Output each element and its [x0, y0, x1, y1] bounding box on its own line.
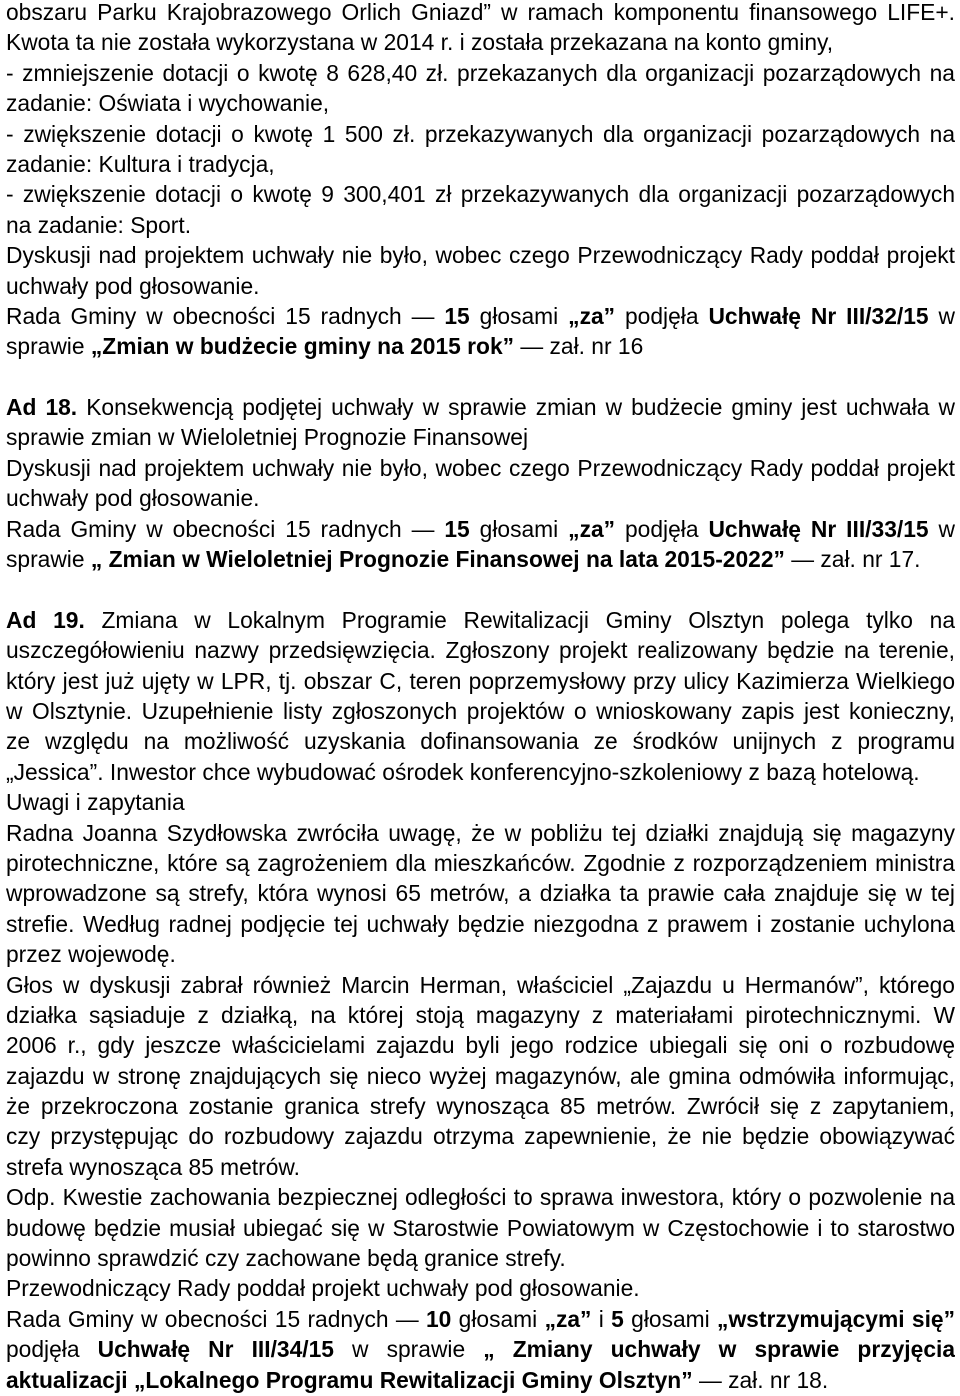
text-segment: 2006 r., gdy jeszcze właścicielami zajazdu byli jego rodzice ubiegali się oni o rozbudowę: [6, 1032, 955, 1059]
text-segment: Odp. Kwestie zachowania bezpiecznej odległości to sprawa inwestora, który o pozwolenie na: [6, 1184, 955, 1211]
text-segment: zadanie: Kultura i tradycja,: [6, 150, 275, 177]
vote-count: 10: [426, 1305, 452, 1332]
text-segment: Rada Gminy w obecności 15 radnych —: [6, 1305, 426, 1332]
text-segment: głosami: [623, 1305, 718, 1332]
vote-count: 15: [444, 515, 470, 542]
text-segment: Konsekwencją podjętej uchwały w sprawie zmian w budżecie gminy jest uchwała w: [77, 394, 955, 421]
text-segment: podjęła: [6, 1336, 98, 1363]
resolution-title-line: [6, 1365, 955, 1395]
text-segment: na zadanie: Sport.: [6, 211, 192, 238]
text-segment: Kwota ta nie została wykorzystana w 2014 r. i została przekazana na konto gminy,: [6, 29, 834, 56]
text-segment: w: [928, 302, 955, 329]
text-segment: Przewodniczący Rady poddał projekt uchwały pod głosowanie.: [6, 1275, 640, 1302]
text-segment: pirotechniczne, które są zagrożeniem dla mieszkańców. Zgodnie z rozporządzeniem ministra: [6, 849, 955, 876]
text-segment: uchwały pod głosowanie.: [6, 485, 260, 512]
text-line: [6, 757, 955, 787]
resolution-vote-line: [6, 301, 955, 331]
resolution-title: „ Zmian w Wieloletniej Prognozie Finansowej na lata 2015-2022”: [90, 546, 785, 573]
text-line: [6, 149, 955, 179]
text-line: [6, 696, 955, 726]
resolution-number: Uchwałę Nr III/32/15: [708, 302, 929, 329]
text-segment: działka sąsiaduje z działką, na której stoją magazyny z materiałami pirotechnicznymi. W: [6, 1001, 955, 1028]
attachment-reference: — zał. nr 16: [514, 333, 644, 360]
text-line: [6, 240, 955, 270]
text-line: [6, 1030, 955, 1060]
text-segment: powinno sprawdzić czy zachowane będą granice strefy.: [6, 1245, 566, 1272]
text-segment: i: [591, 1305, 612, 1332]
text-segment: Głos w dyskusji zabrał również Marcin Herman, właściciel „Zajazdu u Hermanów”, którego: [6, 971, 955, 998]
agenda-item-line: [6, 605, 955, 635]
text-segment: strefie. Według radnej podjęcie tej uchwały będzie niezgodna z prawem i zostanie uchylona: [6, 910, 955, 937]
text-line: [6, 1061, 955, 1091]
text-line: [6, 119, 955, 149]
resolution-vote-line: [6, 514, 955, 544]
text-segment: że przekroczona zostanie granica strefy wynosząca 85 metrów. Zwrócił się z zapytaniem,: [6, 1093, 955, 1120]
agenda-item-line: [6, 392, 955, 422]
text-segment: Zmiana w Lokalnym Programie Rewitalizacji Gminy Olsztyn polega tylko na: [84, 606, 955, 633]
agenda-item-number: Ad 18.: [6, 394, 78, 421]
text-segment: sprawie zmian w Wieloletniej Prognozie Finansowej: [6, 424, 529, 451]
text-segment: zadanie: Oświata i wychowanie,: [6, 90, 330, 117]
text-segment: głosami: [451, 1305, 545, 1332]
text-segment: „Jessica”. Inwestor chce wybudować ośrodek konferencyjno-szkoleniowy z bazą hotelową.: [6, 758, 920, 785]
text-segment: uszczegółowieniu nazwy przedsięwzięcia. Zgłoszony projekt realizowany będzie na terenie,: [6, 637, 955, 664]
text-segment: przez wojewodę.: [6, 941, 176, 968]
text-line: [6, 1091, 955, 1121]
attachment-reference: — zał. nr 18.: [692, 1366, 829, 1393]
blank-line: [6, 362, 955, 392]
resolution-number: Uchwałę Nr III/33/15: [708, 515, 929, 542]
blank-line: [6, 574, 955, 604]
text-segment: w: [928, 515, 955, 542]
resolution-title: „Zmian w budżecie gminy na 2015 rok”: [90, 333, 515, 360]
text-segment: głosami: [469, 515, 569, 542]
text-line: [6, 939, 955, 969]
vote-count: 5: [611, 1305, 624, 1332]
attachment-reference: — zał. nr 17.: [784, 546, 921, 573]
text-segment: w Olsztynie. Uzupełnienie listy zgłoszonych projektów o wnioskowany zapis jest konieczny,: [6, 697, 955, 724]
vote-type: „wstrzymującymi się”: [717, 1305, 955, 1332]
text-line: [6, 970, 955, 1000]
vote-type: „za”: [568, 515, 616, 542]
text-segment: Rada Gminy w obecności 15 radnych —: [6, 515, 445, 542]
text-line: [6, 1273, 955, 1303]
text-line: [6, 666, 955, 696]
text-segment: sprawie: [6, 333, 91, 360]
text-segment: wprowadzone są strefy, która wynosi 65 metrów, a działka ta prawie cała znajduje się w tej: [6, 880, 955, 907]
vote-type: „za”: [544, 1305, 592, 1332]
text-segment: - zwiększenie dotacji o kwotę 9 300,401 zł przekazywanych dla organizacji pozarządowych: [6, 181, 955, 208]
text-segment: zajazdu w stronę znajdujących się nieco wyżej magazynów, ale gmina odmówiła informując,: [6, 1062, 955, 1089]
text-segment: czy przystępując do rozbudowy zajazdu otrzyma zapewnienie, że nie będzie obowiązywać: [6, 1123, 955, 1150]
text-line: [6, 271, 955, 301]
text-line: [6, 1182, 955, 1212]
resolution-title-line: [6, 331, 955, 361]
text-segment: - zwiększenie dotacji o kwotę 1 500 zł. przekazywanych dla organizacji pozarządowych na: [6, 120, 955, 147]
text-segment: Radna Joanna Szydłowska zwróciła uwagę, że w pobliżu tej działki znajdują się magazyny: [6, 819, 955, 846]
agenda-item-number: Ad 19.: [6, 606, 85, 633]
text-line: [6, 726, 955, 756]
resolution-number: Uchwałę Nr III/34/15: [97, 1336, 334, 1363]
text-line: [6, 422, 955, 452]
text-line: [6, 818, 955, 848]
text-line: [6, 0, 955, 27]
text-segment: ze względu na możliwość uzyskania dofinansowania ze środków unijnych z programu: [6, 728, 955, 755]
text-segment: sprawie: [6, 546, 91, 573]
resolution-title: aktualizacji „Lokalnego Programu Rewitalizacji Gminy Olsztyn”: [6, 1366, 693, 1393]
vote-count: 15: [444, 302, 470, 329]
text-line: [6, 848, 955, 878]
vote-type: „za”: [568, 302, 616, 329]
text-segment: uchwały pod głosowanie.: [6, 272, 260, 299]
text-line: [6, 179, 955, 209]
text-segment: Rada Gminy w obecności 15 radnych —: [6, 302, 445, 329]
text-line: [6, 210, 955, 240]
text-segment: - zmniejszenie dotacji o kwotę 8 628,40 zł. przekazanych dla organizacji pozarządowych na: [6, 59, 955, 86]
text-segment: obszaru Parku Krajobrazowego Orlich Gniazd” w ramach komponentu finansowego LIFE+.: [6, 0, 955, 25]
section-heading: [6, 787, 955, 817]
text-segment: Uwagi i zapytania: [6, 789, 185, 816]
text-segment: Dyskusji nad projektem uchwały nie było, wobec czego Przewodniczący Rady poddał projekt: [6, 242, 955, 269]
text-line: [6, 453, 955, 483]
text-line: [6, 483, 955, 513]
text-segment: w sprawie: [333, 1336, 484, 1363]
text-segment: który jest już ujęty w LPR, tj. obszar C, teren poprzemysłowy przy ulicy Kazimierza Wielkiego: [6, 667, 955, 694]
text-line: [6, 1243, 955, 1273]
resolution-title-line: [6, 544, 955, 574]
text-line: [6, 1152, 955, 1182]
text-segment: głosami: [469, 302, 569, 329]
text-segment: strefa wynosząca 85 metrów.: [6, 1153, 300, 1180]
text-line: [6, 635, 955, 665]
resolution-number-line: [6, 1334, 955, 1364]
text-line: [6, 1000, 955, 1030]
text-line: [6, 878, 955, 908]
text-line: [6, 1213, 955, 1243]
text-line: [6, 909, 955, 939]
text-segment: Dyskusji nad projektem uchwały nie było, wobec czego Przewodniczący Rady poddał projekt: [6, 454, 955, 481]
text-segment: podjęła: [615, 302, 709, 329]
resolution-vote-line: [6, 1304, 955, 1334]
text-segment: budowę będzie musiał ubiegać się w Starostwie Powiatowym w Częstochowie i to starostwo: [6, 1214, 955, 1241]
text-segment: podjęła: [615, 515, 709, 542]
text-line: [6, 58, 955, 88]
resolution-title: „ Zmiany uchwały w sprawie przyjęcia: [483, 1336, 955, 1363]
text-line: [6, 27, 955, 57]
text-line: [6, 88, 955, 118]
text-line: [6, 1121, 955, 1151]
document-page: [6, 0, 955, 1395]
